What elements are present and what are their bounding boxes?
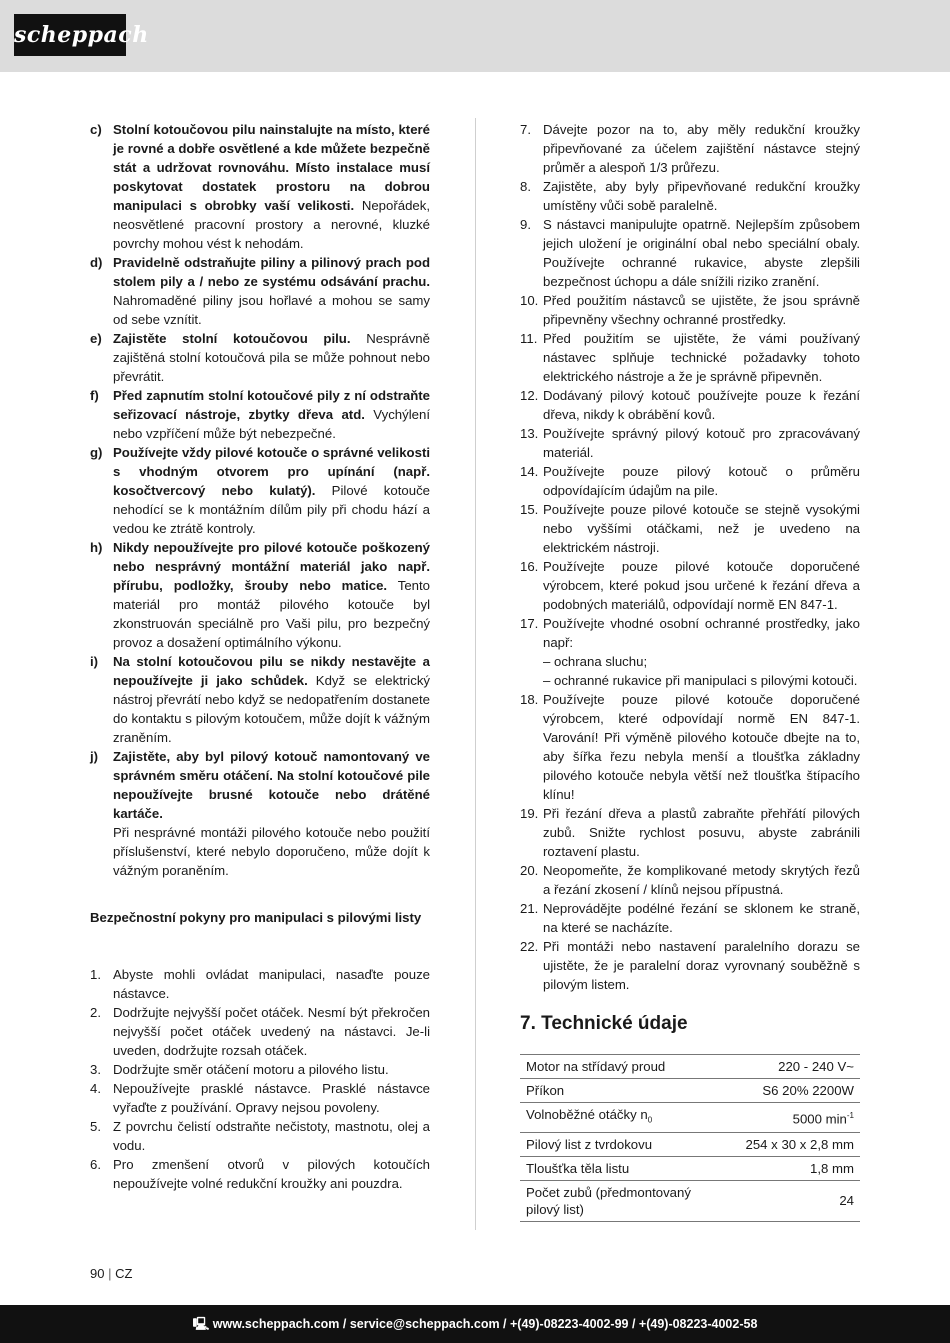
tech-label-subscript: 0 — [647, 1115, 653, 1125]
item-text — [113, 652, 430, 747]
tech-value-superscript: -1 — [846, 1111, 854, 1121]
numbered-item — [520, 937, 860, 994]
blade-instructions-list-continued — [520, 120, 860, 994]
item-body-text: Vychýlení nebo vzpříčení může být nebezpečné. — [113, 407, 430, 441]
item-body-text: Nesprávně zajištěná stolní kotoučová pila se může pohnout nebo převrátit. — [113, 331, 430, 384]
tech-label — [520, 1132, 702, 1156]
item-body-text: Nepořádek, neosvětlené pracovní prostory a nerovné, kluzké povrchy mohou vést k nehodám. — [113, 198, 430, 251]
item-label: i) — [90, 654, 99, 669]
tech-data-row — [520, 1156, 860, 1180]
item-text: Používejte správný pilový kotouč pro zpracovávaný materiál. — [543, 426, 860, 460]
numbered-item — [520, 500, 860, 557]
tech-value — [702, 1055, 860, 1079]
right-column — [520, 120, 860, 1222]
page-number-value: 90 — [90, 1266, 105, 1281]
item-text: Používejte pouze pilové kotouče doporučené výrobcem, které pokud jsou určené k řezání dřeva a podobných materiálů, odpovídají normě EN 847-1. — [543, 559, 860, 612]
numbered-item — [520, 557, 860, 614]
safety-item — [90, 652, 430, 747]
item-number: 9. — [520, 217, 531, 232]
item-bold-text: Používejte vždy pilové kotouče o správné velikosti s vhodným otvorem pro upínání (např. kosočtvercový nebo kulatý). — [113, 445, 430, 498]
item-text: Pro zmenšení otvorů v pilových kotoučích nepoužívejte volné redukční kroužky ani pouzdra. — [113, 1157, 430, 1191]
item-bold-text: Nikdy nepoužívejte pro pilové kotouče poškozený nebo nesprávný montážní materiál jako např. přírubu, podložky, šrouby nebo matice. — [113, 540, 430, 593]
item-text — [113, 747, 430, 880]
numbered-item — [520, 804, 860, 861]
tech-label-text: Počet zubů (předmontovaný pilový list) — [526, 1184, 691, 1217]
tech-label-text: Volnoběžné otáčky n — [526, 1107, 648, 1122]
item-text: Používejte vhodné osobní ochranné prostředky, jako např: – ochrana sluchu; – ochranné rukavice při manipulaci s pilovými kotouči. — [543, 616, 860, 688]
item-number: 3. — [90, 1062, 101, 1077]
item-number: 8. — [520, 179, 531, 194]
item-text — [113, 253, 430, 329]
numbered-item — [520, 120, 860, 177]
page-header — [0, 0, 950, 72]
item-number: 22. — [520, 939, 539, 954]
item-text: Neprovádějte podélné řezání se sklonem ke straně, na které se nacházíte. — [543, 901, 860, 935]
page-language: CZ — [115, 1266, 133, 1281]
safety-items-list — [90, 120, 430, 880]
column-divider — [475, 118, 476, 1230]
tech-label — [520, 1055, 702, 1079]
item-number: 20. — [520, 863, 539, 878]
item-text: Používejte pouze pilové kotouče doporučené výrobcem, které odpovídají normě EN 847-1. Varování! Při výměně pilového kotouče dbejte na to, aby šířka řezu nebyla menší a tloušťka základny pilového kotouče nebyla větší než tloušťka štípacího klínu! — [543, 692, 860, 802]
item-text — [113, 538, 430, 652]
tech-value-text: S6 20% 2200W — [762, 1083, 854, 1098]
item-bold-text: Zajistěte stolní kotoučovou pilu. — [113, 331, 351, 346]
item-label: d) — [90, 255, 103, 270]
item-number: 5. — [90, 1119, 101, 1134]
numbered-item — [520, 215, 860, 291]
numbered-item — [90, 965, 430, 1003]
item-text: Abyste mohli ovládat manipulaci, nasaďte pouze nástavce. — [113, 967, 430, 1001]
tech-value-text: 5000 min — [792, 1111, 847, 1127]
item-text: Používejte pouze pilový kotouč o průměru odpovídajícím údajům na pile. — [543, 464, 860, 498]
numbered-item — [520, 614, 860, 690]
item-text: Při řezání dřeva a plastů zabraňte přehřátí pilových zubů. Snižte rychlost posuvu, abyste zabránili roztavení plastu. — [543, 806, 860, 859]
item-number: 14. — [520, 464, 539, 479]
item-text: Před použitím se ujistěte, že vámi používaný nástavec splňuje technické požadavky tohoto elektrického nástroje a že je správně připevněn. — [543, 331, 860, 384]
item-bold-text: Na stolní kotoučovou pilu se nikdy nestavějte a nepoužívejte ji jako schůdek. — [113, 654, 430, 688]
safety-item — [90, 120, 430, 253]
item-text: Při montáži nebo nastavení paralelního dorazu se ujistěte, že je paralelní doraz vyrovnaný souběžně s pilovým listem. — [543, 939, 860, 992]
numbered-item — [520, 690, 860, 804]
numbered-item — [520, 329, 860, 386]
item-number: 21. — [520, 901, 539, 916]
item-body-text: Pilové kotouče nehodící se k montážním dílům pily při chodu hází a vedou ke ztrátě kontroly. — [113, 483, 430, 536]
tech-label-text: Pilový list z tvrdokovu — [526, 1136, 653, 1152]
numbered-item — [90, 1079, 430, 1117]
item-text: Dodržujte směr otáčení motoru a pilového listu. — [113, 1062, 389, 1077]
item-number: 2. — [90, 1005, 101, 1020]
item-label: h) — [90, 540, 103, 555]
item-body-text: Když se elektrický nástroj převrátí nebo když se nedopatřením dostanete do kontaktu s pilovým kotoučem, může dojít k vážným zraněním. — [113, 673, 431, 745]
item-text — [113, 443, 430, 538]
item-bold-text: Stolní kotoučovou pilu nainstalujte na místo, které je rovné a dobře osvětlené a kde můžete bezpečně stát a udržovat rovnováhu. Místo instalace musí poskytovat dostatek prostoru na dobrou manipulaci s obrobky vaší velikosti. — [113, 122, 430, 213]
safety-item — [90, 538, 430, 652]
tech-label-text: Příkon — [526, 1083, 565, 1098]
item-number: 7. — [520, 122, 531, 137]
page-number: 90 | CZ — [90, 1266, 133, 1281]
item-number: 11. — [520, 331, 538, 346]
item-text: Dávejte pozor na to, aby měly redukční kroužky připevňované za účelem zajištění nástavce stejný průměr a alespoň 1/3 průřezu. — [543, 122, 860, 175]
tech-data-heading: 7. Technické údaje — [520, 1013, 688, 1034]
tech-data-row — [520, 1055, 860, 1079]
numbered-item — [520, 291, 860, 329]
item-number: 19. — [520, 806, 539, 821]
footer-contact-text: www.scheppach.com / service@scheppach.com / +(49)-08223-4002-99 / +(49)-08223-4002-58 — [212, 1317, 758, 1331]
numbered-item — [90, 1117, 430, 1155]
item-number: 18. — [520, 692, 539, 707]
tech-value-text: 220 - 240 V~ — [778, 1059, 854, 1074]
numbered-item — [90, 1155, 430, 1193]
tech-data-row — [520, 1103, 860, 1133]
item-text: Dodávaný pilový kotouč používejte pouze k řezání dřeva, nikdy k obrábění kovů. — [543, 388, 860, 422]
item-text: Neopomeňte, že komplikované metody skrytých řezů a řezání zkosení / klínů nejsou přípustná. — [543, 863, 860, 897]
item-text: Před použitím nástavců se ujistěte, že jsou správně připevněny všechny ochranné prostředky. — [543, 293, 860, 327]
safety-item — [90, 329, 430, 386]
tech-data-row — [520, 1079, 860, 1103]
safety-item — [90, 747, 430, 880]
item-number: 13. — [520, 426, 539, 441]
brand-logo: scheppach — [14, 14, 126, 56]
tech-value — [702, 1156, 860, 1180]
numbered-item — [520, 462, 860, 500]
item-label: e) — [90, 331, 102, 346]
item-bold-text: Před zapnutím stolní kotoučové pily z ní odstraňte seřizovací nástroje, zbytky dřeva atd. — [113, 388, 430, 422]
tech-label-text: Tloušťka těla listu — [526, 1160, 630, 1176]
tech-label — [520, 1156, 702, 1180]
item-number: 12. — [520, 388, 539, 403]
item-number: 6. — [90, 1157, 101, 1172]
numbered-item — [90, 1003, 430, 1060]
tech-data-row — [520, 1180, 860, 1221]
tech-value-text: 24 — [839, 1193, 854, 1209]
tech-data-row — [520, 1132, 860, 1156]
safety-item — [90, 443, 430, 538]
item-text: Dodržujte nejvyšší počet otáček. Nesmí být překročen nejvyšší počet otáček uvedený na nástavci. Je-li uveden, dodržujte rozsah otáček. — [113, 1005, 430, 1058]
tech-label — [520, 1180, 702, 1221]
item-bold-text: Pravidelně odstraňujte piliny a pilinový prach pod stolem pily a / nebo ze systému odsávání prachu. — [113, 255, 430, 289]
item-number: 15. — [520, 502, 539, 517]
safety-item — [90, 253, 430, 329]
item-body-text: Nahromaděné piliny jsou hořlavé a mohou se samy od sebe vznítit. — [113, 293, 430, 327]
item-number: 1. — [90, 967, 101, 982]
item-label: c) — [90, 122, 102, 137]
tech-label-text: Motor na střídavý proud — [526, 1059, 666, 1074]
item-number: 10. — [520, 293, 539, 308]
item-text — [113, 386, 430, 443]
item-body-text: Tento materiál pro montáž pilového kotouče byl zkonstruován speciálně pro Vaši pilu, pro bezpečný provoz a dosažení optimálního výkonu. — [113, 578, 430, 650]
item-label: j) — [90, 749, 99, 764]
item-text: Zajistěte, aby byly připevňované redukční kroužky umístěny vůči sobě paralelně. — [543, 179, 860, 213]
item-body-text: Při nesprávné montáži pilového kotouče nebo použití příslušenství, které nebylo doporučeno, může dojít k vážným poraněním. — [113, 825, 430, 878]
item-text: Používejte pouze pilové kotouče se stejně vysokými nebo vyššími otáčkami, než je uvedeno na elektrickém nástroji. — [543, 502, 860, 555]
numbered-item — [520, 386, 860, 424]
item-text: Z povrchu čelistí odstraňte nečistoty, mastnotu, olej a vodu. — [113, 1119, 430, 1153]
tech-value — [702, 1103, 860, 1133]
item-label: f) — [90, 388, 99, 403]
item-number: 17. — [520, 616, 539, 631]
numbered-item — [520, 424, 860, 462]
tech-label — [520, 1079, 702, 1103]
item-text — [113, 329, 430, 386]
tech-data-table — [520, 1054, 860, 1222]
tech-value — [702, 1079, 860, 1103]
item-text: Nepoužívejte prasklé nástavce. Prasklé nástavce vyřaďte z používání. Opravy nejsou povoleny. — [113, 1081, 430, 1115]
tech-value — [702, 1180, 860, 1221]
page-footer — [0, 1305, 950, 1343]
left-column — [90, 120, 430, 1193]
numbered-item — [520, 899, 860, 937]
tech-value — [702, 1132, 860, 1156]
tech-label — [520, 1103, 702, 1133]
numbered-item — [520, 177, 860, 215]
item-number: 4. — [90, 1081, 101, 1096]
item-number: 16. — [520, 559, 539, 574]
computer-icon: 🖳 — [192, 1317, 210, 1331]
numbered-item — [90, 1060, 430, 1079]
item-bold-text: Zajistěte, aby byl pilový kotouč namontovaný ve správném směru otáčení. Na stolní kotoučové pile nepoužívejte brusné kotouče nebo drátěné kartáče. — [113, 749, 430, 821]
blade-instructions-list — [90, 965, 430, 1193]
item-label: g) — [90, 445, 103, 460]
safety-item — [90, 386, 430, 443]
item-text — [113, 120, 430, 253]
numbered-item — [520, 861, 860, 899]
tech-value-text: 254 x 30 x 2,8 mm — [745, 1136, 854, 1152]
tech-value-text: 1,8 mm — [810, 1160, 854, 1176]
section-title: Bezpečnostní pokyny pro manipulaci s pilovými listy — [90, 910, 422, 925]
item-text: S nástavci manipulujte opatrně. Nejlepším způsobem jejich uložení je originální obal nebo speciální obaly. Používejte ochranné rukavice, abyste zlepšili bezpečnost úchopu a dále snížili riziko zranění. — [543, 217, 860, 289]
